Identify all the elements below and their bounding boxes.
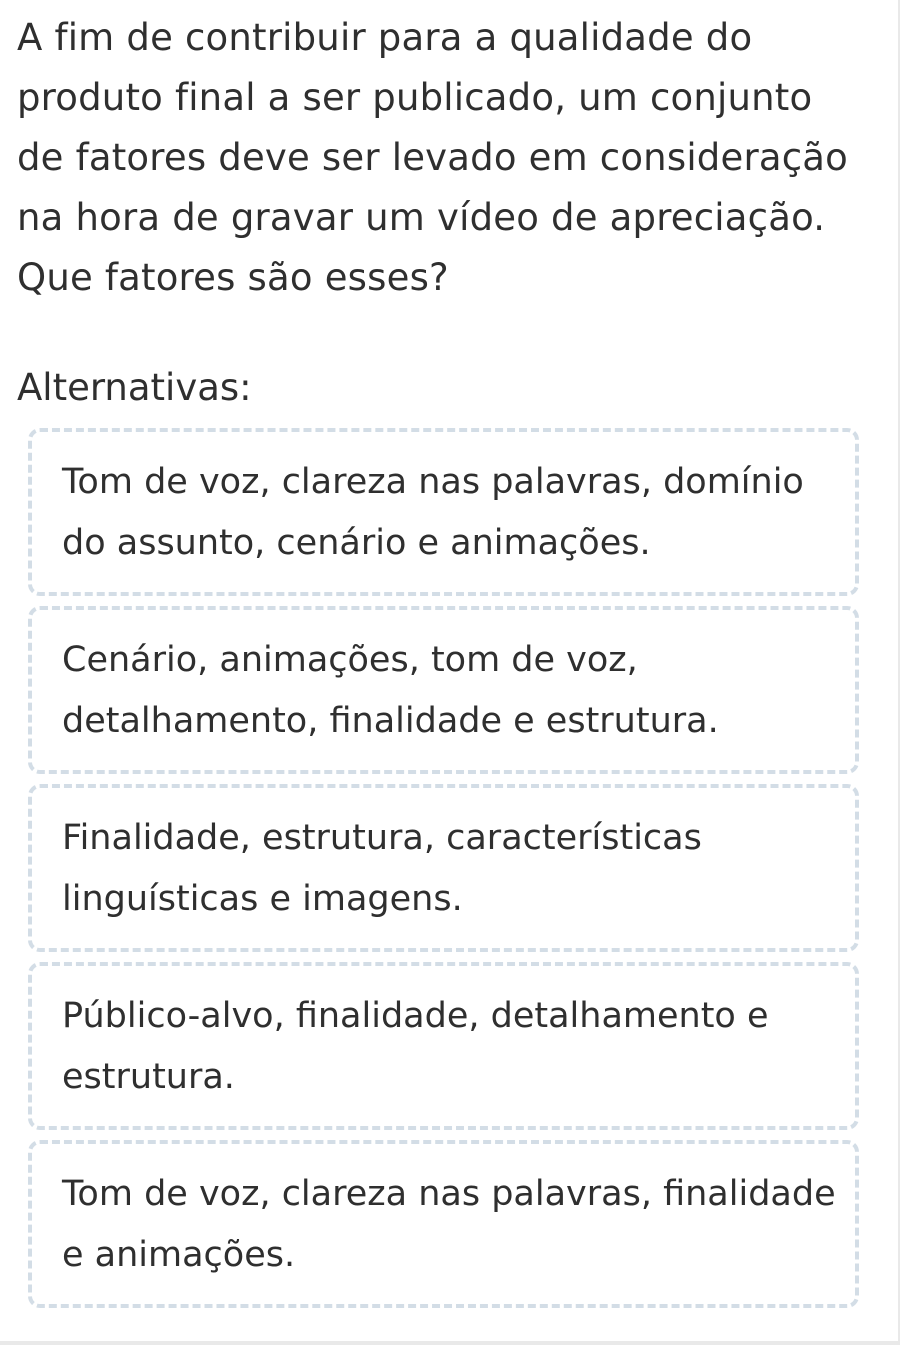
alternative-label: Finalidade, estrutura, características linguísticas e imagens. <box>62 818 702 919</box>
alternatives-list <box>28 428 859 1318</box>
alternative-label: Público-alvo, finalidade, detalhamento e estrutura. <box>62 996 769 1097</box>
alternative-option-4[interactable] <box>28 962 859 1130</box>
alternative-label: Cenário, animações, tom de voz, detalhamento, finalidade e estrutura. <box>62 640 719 741</box>
bottom-border <box>0 1341 900 1345</box>
alternative-option-3[interactable] <box>28 784 859 952</box>
alternative-label: Tom de voz, clareza nas palavras, domínio do assunto, cenário e animações. <box>62 462 804 563</box>
alternative-option-2[interactable] <box>28 606 859 774</box>
alternatives-heading: Alternativas: <box>17 366 252 409</box>
question-text: A fim de contribuir para a qualidade do produto final a ser publicado, um conjunto de fatores deve ser levado em consideração na hora de gravar um vídeo de apreciação. Que fatores são esses? <box>17 16 848 299</box>
alternative-option-5[interactable] <box>28 1140 859 1308</box>
alternative-option-1[interactable] <box>28 428 859 596</box>
alternative-label: Tom de voz, clareza nas palavras, finalidade e animações. <box>62 1174 836 1275</box>
